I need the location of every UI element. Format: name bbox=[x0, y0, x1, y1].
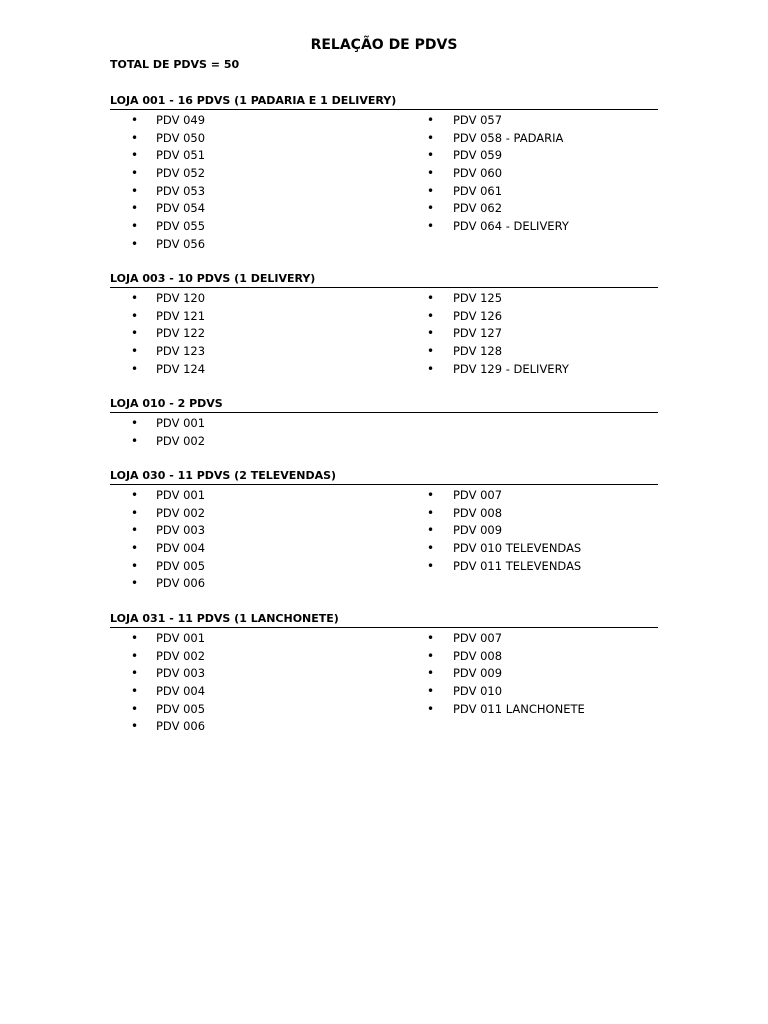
list-item bbox=[407, 557, 658, 575]
pdv-label: PDV 062 bbox=[453, 201, 503, 216]
bullet-icon: • bbox=[131, 361, 139, 376]
pdv-label: PDV 122 bbox=[156, 326, 206, 341]
pdv-label: PDV 004 bbox=[156, 683, 206, 698]
store-section bbox=[110, 611, 658, 735]
pdv-list-left bbox=[110, 414, 407, 449]
pdv-label: PDV 007 bbox=[453, 630, 503, 645]
list-item bbox=[110, 129, 407, 147]
list-item bbox=[110, 432, 407, 450]
list-item bbox=[110, 539, 407, 557]
bullet-icon: • bbox=[427, 558, 435, 573]
bullet-icon: • bbox=[131, 112, 139, 127]
bullet-icon: • bbox=[131, 540, 139, 555]
pdv-label: PDV 004 bbox=[156, 540, 206, 555]
bullet-icon: • bbox=[427, 630, 435, 645]
pdv-list-left bbox=[110, 486, 407, 592]
pdv-label: PDV 003 bbox=[156, 523, 206, 538]
pdv-label: PDV 002 bbox=[156, 648, 206, 663]
bullet-icon: • bbox=[427, 666, 435, 681]
list-item bbox=[110, 235, 407, 253]
pdv-label: PDV 059 bbox=[453, 148, 503, 163]
bullet-icon: • bbox=[427, 112, 435, 127]
bullet-icon: • bbox=[427, 308, 435, 323]
pdv-label: PDV 057 bbox=[453, 112, 503, 127]
bullet-icon: • bbox=[131, 433, 139, 448]
pdv-label: PDV 005 bbox=[156, 558, 206, 573]
list-item bbox=[407, 324, 658, 342]
pdv-label: PDV 009 bbox=[453, 523, 503, 538]
pdv-label: PDV 056 bbox=[156, 236, 206, 251]
list-item bbox=[407, 539, 658, 557]
list-item bbox=[407, 521, 658, 539]
bullet-icon: • bbox=[427, 183, 435, 198]
pdv-label: PDV 001 bbox=[156, 415, 206, 430]
pdv-label: PDV 125 bbox=[453, 290, 503, 305]
bullet-icon: • bbox=[427, 505, 435, 520]
bullet-icon: • bbox=[131, 576, 139, 591]
list-item bbox=[407, 664, 658, 682]
section-heading: LOJA 010 - 2 PDVS bbox=[110, 396, 658, 413]
bullet-icon: • bbox=[131, 683, 139, 698]
list-item bbox=[110, 289, 407, 307]
pdv-label: PDV 005 bbox=[156, 701, 206, 716]
pdv-label: PDV 007 bbox=[453, 487, 503, 502]
bullet-icon: • bbox=[131, 308, 139, 323]
list-item bbox=[110, 557, 407, 575]
store-section bbox=[110, 271, 658, 377]
list-item bbox=[110, 164, 407, 182]
list-item bbox=[407, 217, 658, 235]
list-item bbox=[110, 111, 407, 129]
pdv-list-left bbox=[110, 289, 407, 377]
bullet-icon: • bbox=[427, 487, 435, 502]
list-item bbox=[110, 629, 407, 647]
bullet-icon: • bbox=[427, 648, 435, 663]
store-section bbox=[110, 93, 658, 253]
list-item bbox=[110, 360, 407, 378]
bullet-icon: • bbox=[427, 201, 435, 216]
pdv-columns bbox=[110, 110, 658, 253]
pdv-label: PDV 011 LANCHONETE bbox=[453, 701, 585, 716]
list-item bbox=[110, 324, 407, 342]
page-title: RELAÇÃO DE PDVS bbox=[310, 37, 458, 53]
pdv-label: PDV 054 bbox=[156, 201, 206, 216]
bullet-icon: • bbox=[427, 326, 435, 341]
pdv-label: PDV 121 bbox=[156, 308, 206, 323]
pdv-columns bbox=[110, 485, 658, 592]
pdv-list-right bbox=[407, 111, 658, 253]
bullet-icon: • bbox=[131, 326, 139, 341]
bullet-icon: • bbox=[131, 719, 139, 734]
list-item bbox=[407, 360, 658, 378]
bullet-icon: • bbox=[427, 218, 435, 233]
list-item bbox=[110, 504, 407, 522]
list-item bbox=[110, 574, 407, 592]
pdv-label: PDV 001 bbox=[156, 487, 206, 502]
list-item bbox=[407, 111, 658, 129]
pdv-list-right bbox=[407, 629, 658, 735]
pdv-label: PDV 010 bbox=[453, 683, 503, 698]
bullet-icon: • bbox=[131, 130, 139, 145]
list-item bbox=[407, 199, 658, 217]
bullet-icon: • bbox=[131, 290, 139, 305]
section-heading: LOJA 001 - 16 PDVS (1 PADARIA E 1 DELIVERY) bbox=[110, 93, 658, 110]
list-item bbox=[407, 182, 658, 200]
bullet-icon: • bbox=[131, 523, 139, 538]
bullet-icon: • bbox=[131, 648, 139, 663]
bullet-icon: • bbox=[131, 558, 139, 573]
list-item bbox=[110, 682, 407, 700]
pdv-label: PDV 060 bbox=[453, 165, 503, 180]
pdv-label: PDV 064 - DELIVERY bbox=[453, 218, 569, 233]
list-item bbox=[407, 289, 658, 307]
pdv-label: PDV 061 bbox=[453, 183, 503, 198]
list-item bbox=[407, 504, 658, 522]
list-item bbox=[407, 647, 658, 665]
pdv-list-right bbox=[407, 289, 658, 377]
bullet-icon: • bbox=[427, 165, 435, 180]
list-item bbox=[110, 647, 407, 665]
list-item bbox=[407, 129, 658, 147]
list-item bbox=[110, 521, 407, 539]
pdv-label: PDV 001 bbox=[156, 630, 206, 645]
list-item bbox=[407, 700, 658, 718]
pdv-label: PDV 052 bbox=[156, 165, 206, 180]
pdv-label: PDV 049 bbox=[156, 112, 206, 127]
total-pdvs: TOTAL DE PDVS = 50 bbox=[110, 58, 240, 71]
bullet-icon: • bbox=[427, 343, 435, 358]
bullet-icon: • bbox=[427, 290, 435, 305]
bullet-icon: • bbox=[131, 201, 139, 216]
pdv-label: PDV 003 bbox=[156, 666, 206, 681]
pdv-label: PDV 010 TELEVENDAS bbox=[453, 540, 582, 555]
pdv-list-left bbox=[110, 111, 407, 253]
bullet-icon: • bbox=[131, 183, 139, 198]
bullet-icon: • bbox=[131, 218, 139, 233]
pdv-list-left bbox=[110, 629, 407, 735]
bullet-icon: • bbox=[131, 148, 139, 163]
bullet-icon: • bbox=[427, 523, 435, 538]
list-item bbox=[110, 199, 407, 217]
bullet-icon: • bbox=[427, 540, 435, 555]
pdv-columns bbox=[110, 288, 658, 377]
pdv-label: PDV 123 bbox=[156, 343, 206, 358]
bullet-icon: • bbox=[131, 487, 139, 502]
pdv-label: PDV 058 - PADARIA bbox=[453, 130, 564, 145]
list-item bbox=[407, 164, 658, 182]
list-item bbox=[110, 414, 407, 432]
pdv-columns bbox=[110, 628, 658, 735]
bullet-icon: • bbox=[131, 165, 139, 180]
pdv-label: PDV 050 bbox=[156, 130, 206, 145]
list-item bbox=[407, 682, 658, 700]
pdv-columns bbox=[110, 413, 658, 449]
pdv-label: PDV 011 TELEVENDAS bbox=[453, 558, 582, 573]
bullet-icon: • bbox=[131, 505, 139, 520]
list-item bbox=[110, 307, 407, 325]
bullet-icon: • bbox=[427, 701, 435, 716]
bullet-icon: • bbox=[427, 361, 435, 376]
list-item bbox=[407, 307, 658, 325]
list-item bbox=[110, 217, 407, 235]
list-item bbox=[407, 342, 658, 360]
list-item bbox=[110, 717, 407, 735]
bullet-icon: • bbox=[131, 236, 139, 251]
list-item bbox=[407, 486, 658, 504]
pdv-list-right bbox=[407, 414, 658, 449]
bullet-icon: • bbox=[131, 701, 139, 716]
store-section bbox=[110, 396, 658, 449]
list-item bbox=[110, 182, 407, 200]
section-heading: LOJA 030 - 11 PDVS (2 TELEVENDAS) bbox=[110, 468, 658, 485]
pdv-label: PDV 128 bbox=[453, 343, 503, 358]
pdv-label: PDV 009 bbox=[453, 666, 503, 681]
list-item bbox=[110, 700, 407, 718]
pdv-label: PDV 006 bbox=[156, 576, 206, 591]
bullet-icon: • bbox=[131, 630, 139, 645]
pdv-label: PDV 006 bbox=[156, 719, 206, 734]
pdv-label: PDV 126 bbox=[453, 308, 503, 323]
section-heading: LOJA 031 - 11 PDVS (1 LANCHONETE) bbox=[110, 611, 658, 628]
pdv-label: PDV 053 bbox=[156, 183, 206, 198]
bullet-icon: • bbox=[131, 415, 139, 430]
list-item bbox=[407, 146, 658, 164]
pdv-label: PDV 051 bbox=[156, 148, 206, 163]
list-item bbox=[407, 629, 658, 647]
pdv-label: PDV 120 bbox=[156, 290, 206, 305]
pdv-label: PDV 008 bbox=[453, 505, 503, 520]
pdv-label: PDV 127 bbox=[453, 326, 503, 341]
pdv-list-right bbox=[407, 486, 658, 592]
bullet-icon: • bbox=[427, 130, 435, 145]
bullet-icon: • bbox=[131, 666, 139, 681]
list-item bbox=[110, 342, 407, 360]
list-item bbox=[110, 664, 407, 682]
pdv-label: PDV 129 - DELIVERY bbox=[453, 361, 569, 376]
list-item bbox=[110, 486, 407, 504]
bullet-icon: • bbox=[427, 683, 435, 698]
list-item bbox=[110, 146, 407, 164]
pdv-label: PDV 008 bbox=[453, 648, 503, 663]
section-heading: LOJA 003 - 10 PDVS (1 DELIVERY) bbox=[110, 271, 658, 288]
bullet-icon: • bbox=[427, 148, 435, 163]
bullet-icon: • bbox=[131, 343, 139, 358]
pdv-label: PDV 124 bbox=[156, 361, 206, 376]
store-section bbox=[110, 468, 658, 592]
pdv-label: PDV 002 bbox=[156, 505, 206, 520]
pdv-label: PDV 055 bbox=[156, 218, 206, 233]
pdv-label: PDV 002 bbox=[156, 433, 206, 448]
